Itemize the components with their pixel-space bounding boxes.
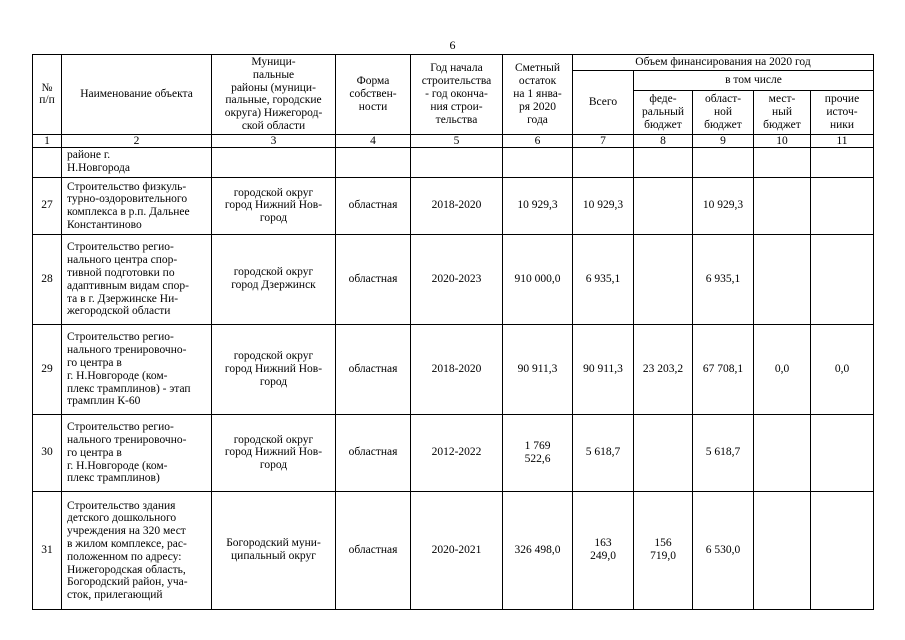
cell-local xyxy=(754,147,811,177)
header-num-text: № п/п xyxy=(39,81,55,107)
cell-regional xyxy=(693,234,754,324)
cell-ownership-text: областная xyxy=(348,543,398,556)
table-row-continuation xyxy=(33,147,874,177)
cell-name-text: Строительство регио- нального центра спор- тивной подготовки по адаптивным видам спор- та в г. Дзержинске Ни- жегородской области xyxy=(67,241,189,318)
cell-num-text: 30 xyxy=(41,446,53,459)
header-years-text: Год начала строительства - год оконча- ния строи- тельства xyxy=(421,62,492,126)
col-number: 6 xyxy=(503,134,573,147)
cell-ownership-text: областная xyxy=(348,446,398,459)
header-local-text: мест- ный бюджет xyxy=(763,93,801,131)
cell-num-text: 31 xyxy=(41,543,53,556)
cell-other-text: 0,0 xyxy=(834,362,850,375)
col-number: 9 xyxy=(693,134,754,147)
cell-regional xyxy=(693,491,754,609)
cell-district-text: городской округ город Нижний Нов- город xyxy=(224,186,323,225)
cell-local xyxy=(754,491,811,609)
cell-balance-text: 1 769 522,6 xyxy=(524,439,551,465)
cell-years xyxy=(411,177,503,234)
cell-federal xyxy=(634,147,693,177)
cell-num xyxy=(33,234,62,324)
col-number: 11 xyxy=(811,134,874,147)
header-district-text: Муници- пальные районы (муници- пальные, городские округа) Нижегород- ской области xyxy=(224,56,323,132)
col-number: 3 xyxy=(212,134,336,147)
cell-name xyxy=(62,147,212,177)
cell-district xyxy=(212,324,336,414)
cell-local-text: 0,0 xyxy=(774,362,790,375)
header-federal-text: феде- ральный бюджет xyxy=(642,93,684,131)
cell-ownership-text: областная xyxy=(348,199,398,212)
cell-name xyxy=(62,491,212,609)
cell-total-text: 90 911,3 xyxy=(583,362,623,375)
cell-regional xyxy=(693,414,754,491)
cell-district-text: городской округ город Нижний Нов- город xyxy=(224,433,323,472)
cell-ownership xyxy=(336,177,411,234)
cell-balance-text: 90 911,3 xyxy=(517,362,558,375)
cell-other xyxy=(811,147,874,177)
cell-years xyxy=(411,324,503,414)
cell-years xyxy=(411,147,503,177)
cell-years xyxy=(411,414,503,491)
col-number: 5 xyxy=(411,134,503,147)
cell-name xyxy=(62,177,212,234)
cell-district xyxy=(212,234,336,324)
cell-regional-text: 5 618,7 xyxy=(705,446,741,459)
table-row xyxy=(33,491,874,609)
cell-years-text: 2012-2022 xyxy=(431,446,482,459)
cell-regional xyxy=(693,147,754,177)
col-number: 1 xyxy=(33,134,62,147)
cell-federal xyxy=(634,177,693,234)
cell-regional-text: 10 929,3 xyxy=(702,199,744,212)
cell-total-text: 5 618,7 xyxy=(585,446,621,459)
cell-ownership-text: областная xyxy=(348,362,398,375)
col-number: 4 xyxy=(336,134,411,147)
cell-local xyxy=(754,234,811,324)
cell-balance xyxy=(503,491,573,609)
cell-name xyxy=(62,324,212,414)
header-other xyxy=(811,90,874,134)
cell-balance-text: 10 929,3 xyxy=(517,199,558,212)
cell-other xyxy=(811,177,874,234)
cell-district xyxy=(212,414,336,491)
cell-balance-text: 326 498,0 xyxy=(514,543,561,556)
cell-num-text: 28 xyxy=(41,272,53,285)
cell-district xyxy=(212,147,336,177)
cell-balance xyxy=(503,147,573,177)
cell-other xyxy=(811,414,874,491)
table-row xyxy=(33,324,874,414)
header-local xyxy=(754,90,811,134)
cell-ownership xyxy=(336,234,411,324)
cell-district-text: городской округ город Дзержинск xyxy=(231,266,316,292)
cell-total xyxy=(573,491,634,609)
header-num xyxy=(33,55,62,135)
cell-district xyxy=(212,177,336,234)
cell-years-text: 2020-2021 xyxy=(431,543,482,556)
header-funding-group: Объем финансирования на 2020 год xyxy=(573,55,874,71)
header-regional xyxy=(693,90,754,134)
header-including: в том числе xyxy=(634,70,874,90)
cell-num xyxy=(33,414,62,491)
cell-num xyxy=(33,324,62,414)
cell-district-text: Богородский муни- ципальный округ xyxy=(226,537,321,563)
cell-years-text: 2018-2020 xyxy=(431,362,482,375)
cell-regional-text: 6 530,0 xyxy=(705,543,741,556)
cell-other xyxy=(811,491,874,609)
col-number: 2 xyxy=(62,134,212,147)
cell-federal xyxy=(634,234,693,324)
cell-balance-text: 910 000,0 xyxy=(514,272,561,285)
cell-federal xyxy=(634,414,693,491)
cell-name-text: районе г. Н.Новгорода xyxy=(67,148,130,174)
cell-local xyxy=(754,324,811,414)
cell-name xyxy=(62,414,212,491)
cell-federal-text: 156 719,0 xyxy=(650,537,676,563)
cell-years xyxy=(411,491,503,609)
cell-balance xyxy=(503,177,573,234)
header-years xyxy=(411,55,503,135)
cell-total xyxy=(573,177,634,234)
cell-num xyxy=(33,147,62,177)
cell-district-text: городской округ город Нижний Нов- город xyxy=(224,350,323,388)
cell-name-text: Строительство регио- нального тренировочно- го центра в г. Н.Новгороде (ком- плекс трамплинов) - этап трамплин К-60 xyxy=(67,331,191,408)
cell-ownership-text: областная xyxy=(348,272,398,285)
cell-regional-text: 6 935,1 xyxy=(705,272,741,285)
cell-regional xyxy=(693,177,754,234)
header-ownership xyxy=(336,55,411,135)
header-balance xyxy=(503,55,573,135)
header-regional-text: област- ной бюджет xyxy=(704,93,742,131)
cell-regional-text: 67 708,1 xyxy=(702,362,744,375)
cell-name-text: Строительство физкуль- турно-оздоровительного комплекса в р.п. Дальнее Константиново xyxy=(67,180,190,232)
cell-name xyxy=(62,234,212,324)
header-district xyxy=(212,55,336,135)
cell-name-text: Строительство регио- нального тренировочно- го центра в г. Н.Новгороде (ком- плекс трамплинов) xyxy=(67,421,187,485)
cell-years-text: 2018-2020 xyxy=(431,199,482,212)
cell-total-text: 6 935,1 xyxy=(585,272,621,285)
cell-years-text: 2020-2023 xyxy=(431,272,482,285)
cell-ownership xyxy=(336,324,411,414)
header-total: Всего xyxy=(573,70,634,134)
cell-total xyxy=(573,234,634,324)
cell-balance xyxy=(503,234,573,324)
table-row xyxy=(33,177,874,234)
cell-ownership xyxy=(336,147,411,177)
cell-federal-text: 23 203,2 xyxy=(642,362,684,375)
cell-federal xyxy=(634,491,693,609)
column-number-row xyxy=(33,134,874,147)
page-number: 6 xyxy=(449,38,456,52)
table-row xyxy=(33,414,874,491)
cell-local xyxy=(754,414,811,491)
header-name: Наименование объекта xyxy=(62,55,212,135)
cell-district xyxy=(212,491,336,609)
header-federal xyxy=(634,90,693,134)
cell-num xyxy=(33,177,62,234)
cell-num xyxy=(33,491,62,609)
cell-ownership xyxy=(336,491,411,609)
table-row xyxy=(33,234,874,324)
col-number: 10 xyxy=(754,134,811,147)
funding-table xyxy=(32,54,874,610)
cell-num-text: 27 xyxy=(41,199,53,212)
cell-total xyxy=(573,414,634,491)
col-number: 7 xyxy=(573,134,634,147)
cell-local xyxy=(754,177,811,234)
col-number: 8 xyxy=(634,134,693,147)
cell-balance xyxy=(503,324,573,414)
cell-total-text: 10 929,3 xyxy=(582,199,624,212)
cell-other xyxy=(811,234,874,324)
cell-total xyxy=(573,147,634,177)
cell-name-text: Строительство здания детского дошкольного учреждения на 320 мест в жилом комплексе, рас- положенном по адресу: Нижегородская область, Богородский район, уча- сток, прилегающий xyxy=(67,499,188,602)
cell-num-text: 29 xyxy=(41,362,53,375)
header-other-text: прочие источ- ники xyxy=(824,93,860,131)
cell-total-text: 163 249,0 xyxy=(590,537,616,563)
header-ownership-text: Форма собствен- ности xyxy=(349,75,397,113)
cell-years xyxy=(411,234,503,324)
cell-balance xyxy=(503,414,573,491)
cell-federal xyxy=(634,324,693,414)
header-balance-text: Сметный остаток на 1 янва- ря 2020 года xyxy=(513,62,562,126)
cell-other xyxy=(811,324,874,414)
cell-ownership xyxy=(336,414,411,491)
cell-regional xyxy=(693,324,754,414)
cell-total xyxy=(573,324,634,414)
